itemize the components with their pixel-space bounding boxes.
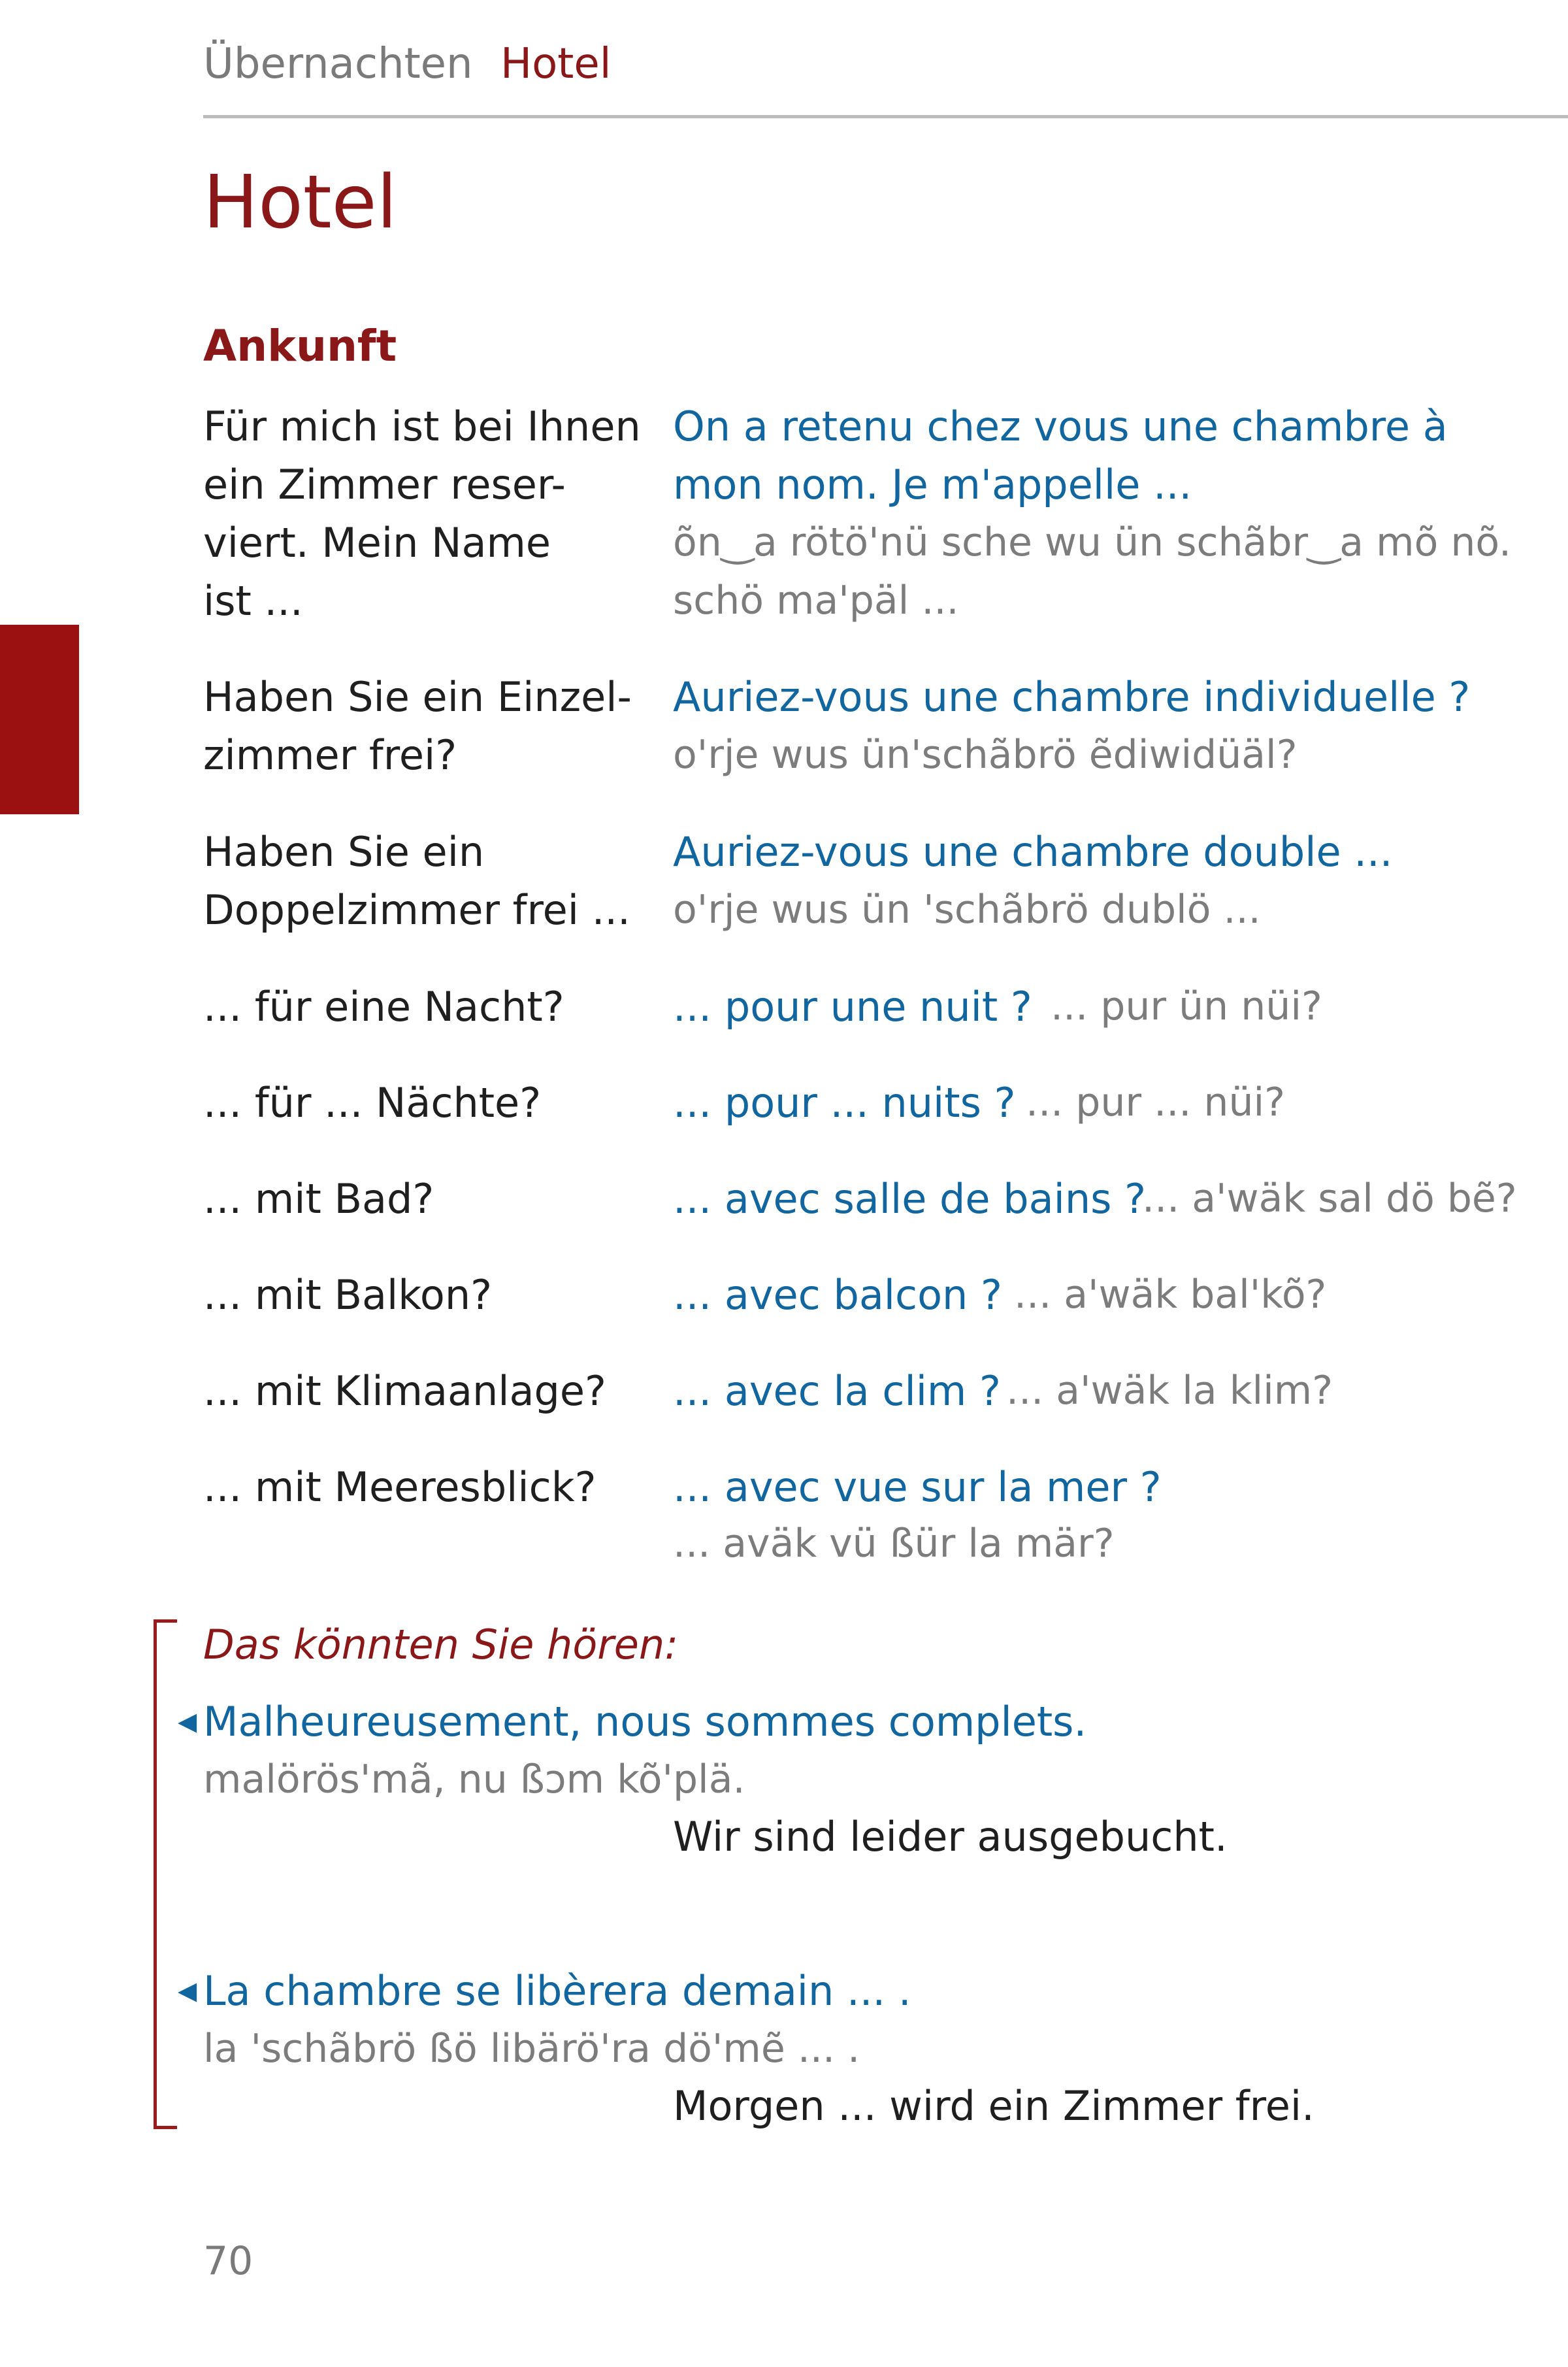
german-line: Haben Sie ein (203, 828, 485, 876)
german-line: ... mit Meeresblick? (203, 1463, 596, 1511)
french-line: On a retenu chez vous une chambre à (673, 403, 1448, 450)
french-line: ... avec balcon ? (673, 1271, 1002, 1319)
hear-german: Wir sind leider ausgebucht. (673, 1813, 1228, 1861)
header-current: Hotel (500, 40, 612, 88)
phonetic-inline: ... pur ün nüi? (1051, 984, 1322, 1029)
phonetic-inline: ... a'wäk sal dö bẽ? (1142, 1176, 1517, 1221)
french-line: mon nom. Je m'appelle ... (673, 461, 1192, 508)
german-line: ... mit Klimaanlage? (203, 1367, 606, 1415)
german-line: zimmer frei? (203, 731, 457, 779)
phonetic-line: o'rje wus ün 'schãbrö dublö ... (673, 887, 1261, 933)
hear-german: Morgen ... wird ein Zimmer frei. (673, 2082, 1315, 2130)
german-line: Für mich ist bei Ihnen (203, 403, 641, 450)
hear-phonetic: malörös'mã, nu ßɔm kõ'plä. (203, 1757, 745, 1802)
german-line: ... mit Balkon? (203, 1271, 493, 1319)
german-line: viert. Mein Name (203, 519, 551, 567)
french-line: ... pour ... nuits ? (673, 1079, 1016, 1127)
french-line: ... avec la clim ? (673, 1367, 1001, 1415)
chapter-tab (0, 625, 79, 814)
phonetic-inline: ... a'wäk la klim? (1006, 1368, 1333, 1414)
header-section: Übernachten (203, 40, 473, 88)
french-line: ... avec vue sur la mer ? (673, 1463, 1162, 1511)
french-line: Auriez-vous une chambre individuelle ? (673, 673, 1471, 721)
german-line: ... für eine Nacht? (203, 983, 564, 1031)
german-line: ... mit Bad? (203, 1175, 434, 1223)
phonetic-line: o'rje wus ün'schãbrö ẽdiwidüäl? (673, 732, 1298, 778)
phonetic-line: ... aväk vü ßür la mär? (673, 1521, 1115, 1566)
phonetic-line: õn‿a rötö'nü sche wu ün schãbr‿a mõ nõ. (673, 520, 1512, 565)
german-line: ... für ... Nächte? (203, 1079, 542, 1127)
page-title: Hotel (203, 160, 397, 245)
hear-bracket (154, 1619, 177, 2129)
german-line: ist ... (203, 577, 303, 625)
hear-phonetic: la 'schãbrö ßö libärö'ra dö'mẽ ... . (203, 2026, 860, 2072)
french-line: ... pour une nuit ? (673, 983, 1032, 1031)
hear-french: La chambre se libèrera demain ... . (203, 1967, 911, 2015)
page-number: 70 (203, 2238, 253, 2284)
phonetic-inline: ... pur ... nüi? (1026, 1080, 1286, 1125)
german-line: Doppelzimmer frei ... (203, 886, 630, 934)
phonetic-line: schö ma'päl ... (673, 578, 959, 623)
header-rule (203, 115, 1568, 118)
hear-heading: Das könnten Sie hören: (203, 1621, 679, 1668)
hear-french: Malheureusement, nous sommes complets. (203, 1698, 1087, 1746)
french-line: ... avec salle de bains ? (673, 1175, 1147, 1223)
left-pointing-triangle-icon: ◀ (178, 1976, 197, 2005)
left-pointing-triangle-icon: ◀ (178, 1707, 197, 1736)
subheading: Ankunft (203, 321, 397, 371)
german-line: Haben Sie ein Einzel- (203, 673, 632, 721)
phonetic-inline: ... a'wäk bal'kõ? (1014, 1272, 1327, 1317)
french-line: Auriez-vous une chambre double ... (673, 828, 1393, 876)
german-line: ein Zimmer reser- (203, 461, 566, 508)
